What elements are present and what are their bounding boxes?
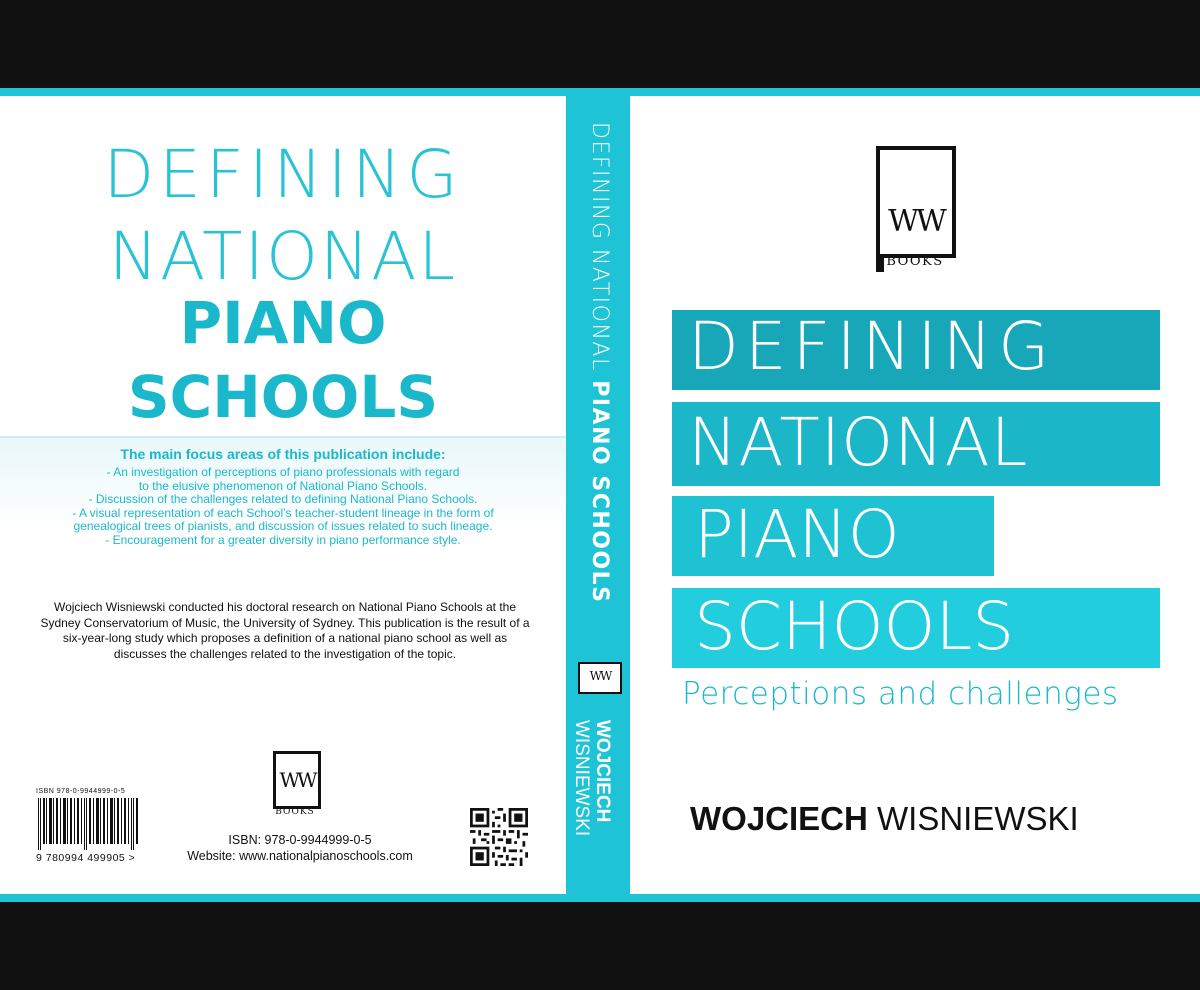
barcode-isbn: ISBN 978-0-9944999-0-5 xyxy=(36,788,126,795)
spine-author-first: WOJCIECH xyxy=(592,720,613,823)
author-bio: Wojciech Wisniewski conducted his doctoral research on National Piano Schools at the Sydney Conservatorium of Music, the University of Sydney. This publication is the result of a six-year-long study which proposes a definition of a national piano school as well as discusses the challenges related to the investigation of the topic. xyxy=(40,600,530,661)
front-title-line1: DEFINING xyxy=(688,308,1056,385)
back-title-line1: DEFINING xyxy=(103,136,463,213)
barcode-number: 9 780994 499905 > xyxy=(36,852,136,864)
logo-mark: WW xyxy=(279,768,315,792)
barcode-bars xyxy=(38,798,138,850)
focus-line: - Discussion of the challenges related to defining National Piano Schools. xyxy=(88,492,478,506)
front-author-last: WISNIEWSKI xyxy=(867,800,1079,837)
publisher-logo xyxy=(273,751,321,809)
spine-logo-mark: WW xyxy=(589,669,611,683)
spine-title xyxy=(587,122,612,604)
website-text: Website: www.nationalpianoschools.com xyxy=(187,849,413,863)
spine-logo xyxy=(578,662,622,694)
qr-code xyxy=(470,808,528,866)
front-title-line3: PIANO xyxy=(694,496,900,573)
front-title-bar-4 xyxy=(672,588,1160,668)
front-logo-label: BOOKS xyxy=(886,254,944,269)
focus-line: - An investigation of perceptions of piano professionals with regard xyxy=(106,465,460,479)
focus-areas-panel xyxy=(0,436,566,568)
front-title-bar-3 xyxy=(672,496,994,576)
front-title-bar-1 xyxy=(672,310,1160,390)
back-cover xyxy=(0,96,566,894)
focus-line: - Encouragement for a greater diversity in piano performance style. xyxy=(105,532,461,547)
back-title-line4: SCHOOLS xyxy=(127,363,439,431)
focus-line: to the elusive phenomenon of National Piano Schools. xyxy=(138,478,428,493)
focus-heading: The main focus areas of this publication include: xyxy=(120,446,446,462)
front-author xyxy=(690,800,1079,838)
top-band xyxy=(0,88,1200,96)
front-logo-mark: WW xyxy=(888,204,944,239)
isbn-website xyxy=(175,832,425,864)
spine-title-bold: PIANO SCHOOLS xyxy=(587,380,612,604)
bottom-band xyxy=(0,894,1200,902)
front-title-line2: NATIONAL xyxy=(688,404,1029,481)
spine-title-light: DEFINING NATIONAL xyxy=(587,122,612,381)
barcode xyxy=(36,788,142,864)
focus-line: genealogical trees of pianists, and discussion of issues related to such lineage. xyxy=(73,519,493,533)
front-subtitle: Perceptions and challenges xyxy=(682,676,1119,712)
back-title-line3: PIANO xyxy=(179,289,387,357)
spine-author-last: WISNIEWSKI xyxy=(571,720,592,837)
front-publisher-logo xyxy=(876,146,956,258)
front-title-bar-2 xyxy=(672,402,1160,486)
front-title-line4: SCHOOLS xyxy=(694,588,1015,665)
back-title-line2: NATIONAL xyxy=(108,218,458,295)
logo-label: BOOKS xyxy=(275,807,315,817)
isbn-text: ISBN: 978-0-9944999-0-5 xyxy=(228,833,372,847)
focus-line: - A visual representation of each School’s teacher-student lineage in the form of xyxy=(72,505,494,520)
focus-list xyxy=(0,466,566,547)
front-author-first: WOJCIECH xyxy=(690,800,868,837)
